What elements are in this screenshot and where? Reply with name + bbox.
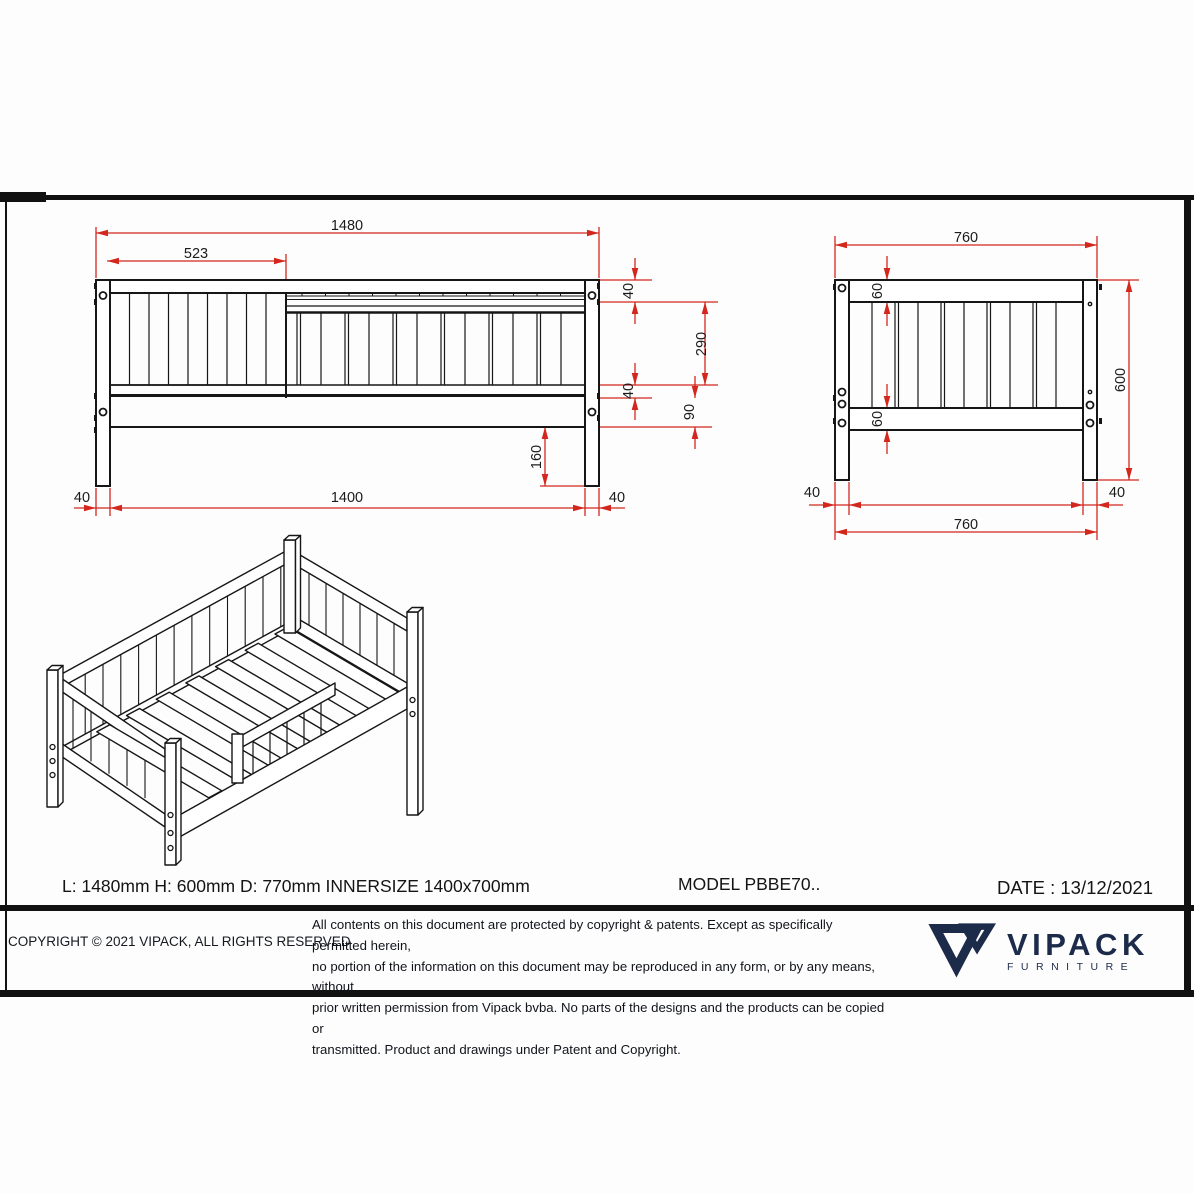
sv-dim-post-right: 40 — [1108, 485, 1126, 501]
isometric-view-drawing — [25, 515, 485, 885]
date-text: DATE : 13/12/2021 — [997, 877, 1153, 898]
copyright-text: COPYRIGHT © 2021 VIPACK, ALL RIGHTS RESERVED — [8, 934, 351, 949]
legal-line: no portion of the information on this document may be reproduced in any form, or by any means, without — [312, 958, 875, 995]
fv-dim-leg-height: 160 — [529, 444, 545, 470]
front-view-drawing — [50, 200, 720, 530]
sv-dim-top-rail: 60 — [870, 282, 886, 300]
sv-dim-total-width-bottom: 760 — [953, 517, 979, 533]
vipack-logo-icon — [933, 923, 993, 979]
vipack-tagline: FURNITURE — [1007, 960, 1136, 973]
title-bar-separator — [0, 905, 1194, 911]
fv-dim-frame-height: 90 — [682, 403, 698, 421]
fv-dim-rail-section: 290 — [694, 331, 710, 357]
dimensions-summary-text: L: 1480mm H: 600mm D: 770mm INNERSIZE 1400x700mm — [62, 876, 530, 896]
model-number-text: MODEL PBBE70.. — [678, 874, 821, 894]
fv-dim-inner-width: 1400 — [330, 490, 364, 506]
legal-notice — [312, 915, 887, 1061]
sv-dim-total-width-top: 760 — [953, 230, 979, 246]
fv-dim-bottom-rail: 40 — [621, 382, 637, 400]
vipack-brand-name: VIPACK — [1007, 926, 1149, 962]
fv-dim-post-left: 40 — [73, 490, 91, 506]
fv-dim-post-right: 40 — [608, 490, 626, 506]
fv-dim-total-width: 1480 — [330, 218, 364, 234]
sv-dim-bottom-rail: 60 — [870, 410, 886, 428]
sv-dim-post-left: 40 — [803, 485, 821, 501]
legal-line: All contents on this document are protected by copyright & patents. Except as specifically permitted herein, — [312, 917, 833, 953]
vipack-logo — [933, 921, 1178, 981]
sv-dim-total-height: 600 — [1113, 367, 1129, 393]
sheet-border-right — [1184, 195, 1191, 997]
legal-line: transmitted. Product and drawings under Patent and Copyright. — [312, 1041, 681, 1057]
vipack-logo-text — [1007, 926, 1149, 973]
fv-dim-top-rail: 40 — [621, 282, 637, 300]
sheet-border-left — [5, 195, 7, 997]
legal-line: prior written permission from Vipack bvba. No parts of the designs and the products can be copied or — [312, 1000, 885, 1036]
fv-dim-left-section: 523 — [183, 246, 209, 262]
